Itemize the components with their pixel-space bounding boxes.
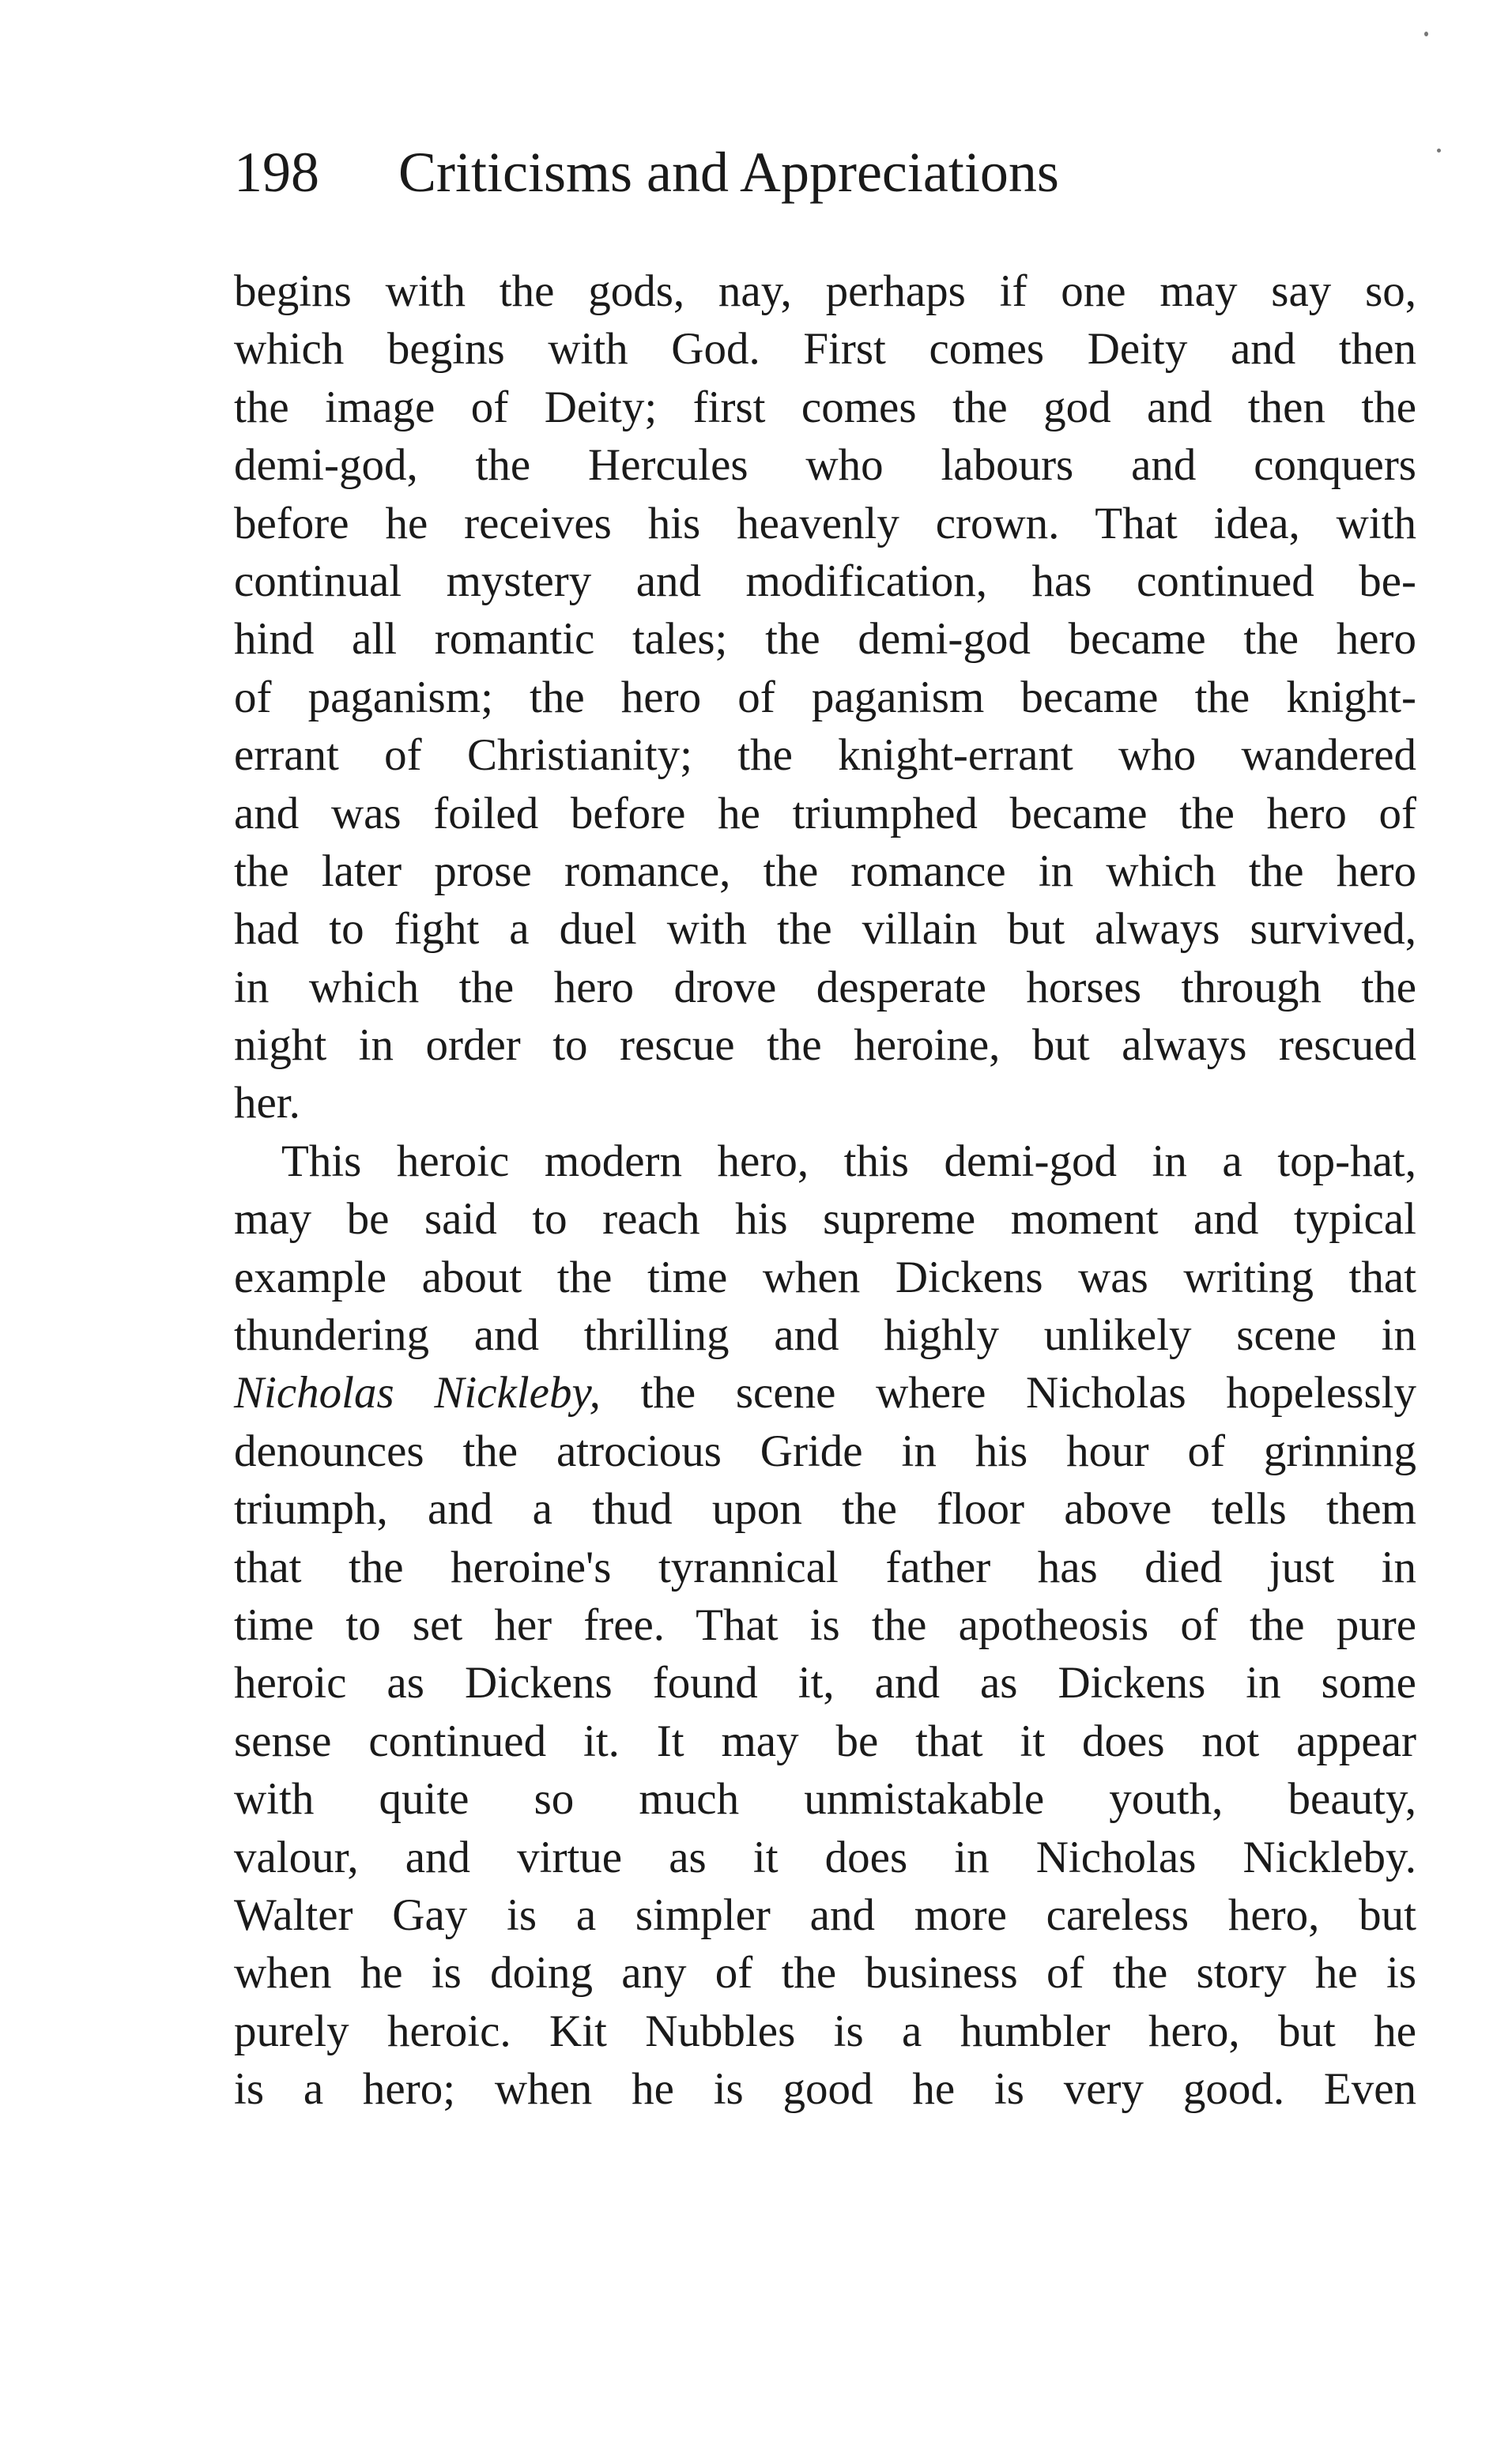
text-line: night in order to rescue the heroine, but always rescued	[234, 1020, 1416, 1071]
text-line: sense continued it. It may be that it does not appear	[234, 1716, 1416, 1766]
body-text	[234, 262, 1416, 2119]
text-line: time to set her free. That is the apotheosis of the pure	[234, 1599, 1416, 1650]
running-title: Criticisms and Appreciations	[398, 141, 1059, 204]
text-line: example about the time when Dickens was writing that	[234, 1252, 1416, 1302]
text-line: errant of Christianity; the knight-errant who wandered	[234, 730, 1416, 781]
text-line: of paganism; the hero of paganism became the knight-	[234, 672, 1416, 722]
text-line: may be said to reach his supreme moment and typical	[234, 1194, 1416, 1245]
text-line: thundering and thrilling and highly unlikely scene in	[234, 1310, 1416, 1361]
text-line: is a hero; when he is good he is very good. Even	[234, 2064, 1416, 2115]
text-line: demi-god, the Hercules who labours and conquers	[234, 440, 1416, 491]
scan-speck	[1424, 32, 1428, 36]
book-title-italic: Nicholas Nickleby,	[234, 1368, 601, 1418]
text-line-rest: the scene where Nicholas hopelessly	[600, 1368, 1416, 1418]
text-line: purely heroic. Kit Nubbles is a humbler hero, but he	[234, 2006, 1416, 2056]
text-line: which begins with God. First comes Deity and then	[234, 324, 1416, 375]
text-line: the later prose romance, the romance in which the hero	[234, 846, 1416, 896]
text-line: heroic as Dickens found it, and as Dickens in some	[234, 1658, 1416, 1709]
page-number: 198	[234, 141, 319, 204]
text-line: hind all romantic tales; the demi-god became the hero	[234, 614, 1416, 665]
text-line: with quite so much unmistakable youth, beauty,	[234, 1774, 1416, 1825]
text-line: This heroic modern hero, this demi-god in a top-hat,	[281, 1136, 1416, 1186]
text-line: the image of Deity; first comes the god and then the	[234, 382, 1416, 432]
text-line: Walter Gay is a simpler and more careless hero, but	[234, 1889, 1416, 1940]
text-line: begins with the gods, nay, perhaps if one may say so,	[234, 266, 1416, 316]
scan-speck	[1437, 149, 1441, 153]
text-line: when he is doing any of the business of the story he is	[234, 1948, 1416, 1999]
text-line: in which the hero drove desperate horses through the	[234, 962, 1416, 1012]
text-line-with-title	[234, 1364, 1416, 1422]
text-line: had to fight a duel with the villain but always survived,	[234, 904, 1416, 955]
text-line: valour, and virtue as it does in Nicholas Nickleby.	[234, 1832, 1416, 1882]
text-line: continual mystery and modification, has continued be-	[234, 556, 1416, 606]
text-line: triumph, and a thud upon the floor above tells them	[234, 1484, 1416, 1535]
page-header	[234, 141, 1059, 204]
text-line: that the heroine's tyrannical father has died just in	[234, 1542, 1416, 1592]
text-line: and was foiled before he triumphed became the hero of	[234, 788, 1416, 838]
text-line: her.	[234, 1078, 300, 1128]
text-line: before he receives his heavenly crown. That idea, with	[234, 498, 1416, 548]
text-line: denounces the atrocious Gride in his hour of grinning	[234, 1426, 1416, 1476]
